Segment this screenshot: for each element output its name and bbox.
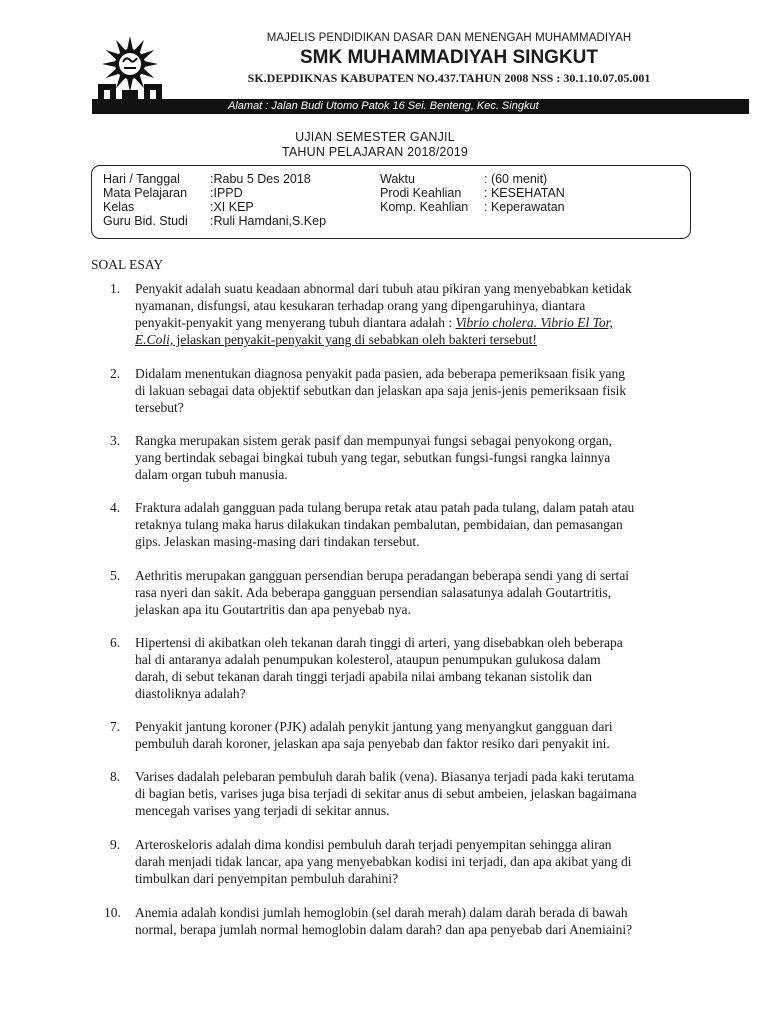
- question-number: 10.: [104, 905, 121, 920]
- question-line: di lakuan sebagai data objektif sebutkan dan jelaskan apa saja jenis-jenis pemeriksaan fisik: [135, 383, 627, 398]
- competency-value: : Keperawatan: [484, 200, 565, 214]
- bacteria-name-ecoli: E.Coli,: [135, 332, 174, 347]
- question-text: [135, 718, 705, 752]
- question-line: Penyakit adalah suatu keadaan abnormal dari tubuh atau pikiran yang menyebabkan ketidak: [135, 281, 632, 296]
- question-text: [135, 499, 705, 550]
- day-label: Hari / Tanggal: [103, 172, 180, 186]
- question-text: [135, 365, 705, 416]
- question-line: Arteroskeloris adalah dima kondisi pembuluh darah terjadi penyempitan sehingga aliran: [135, 837, 612, 852]
- question-line: diastoliknya adalah?: [135, 686, 246, 701]
- question-text: [135, 836, 705, 887]
- competency-label: Komp. Keahlian: [380, 200, 469, 214]
- question-line: tersebut?: [135, 400, 184, 415]
- question-line: Fraktura adalah gangguan pada tulang berupa retak atau patah pada tulang, dalam patah atau: [135, 500, 635, 515]
- question-line: Anemia adalah kondisi jumlah hemoglobin (sel darah merah) dalam darah berada di bawah: [135, 905, 628, 920]
- subject-value: :IPPD: [210, 186, 243, 200]
- exam-title: UJIAN SEMESTER GANJIL: [295, 130, 455, 144]
- school-name: SMK MUHAMMADIYAH SINGKUT: [299, 47, 599, 68]
- question-line: Rangka merupakan sistem gerak pasif dan mempunyai fungsi sebagai penyokong organ,: [135, 433, 613, 448]
- question-text: [135, 567, 705, 618]
- question-text: [135, 432, 705, 483]
- subject-label: Mata Pelajaran: [103, 186, 188, 200]
- question-number: 6.: [110, 635, 121, 650]
- decree-line: SK.DEPDIKNAS KABUPATEN NO.437.TAHUN 2008 NSS : 30.1.10.07.05.001: [247, 71, 651, 85]
- question-line: yang bertindak sebagai bingkai tubuh yang tegar, sebutkan fungsi-fungsi rangka lainnya: [135, 450, 611, 465]
- question-number: 9.: [110, 837, 121, 852]
- question-line: nyamanan, disfungsi, atau kesukaran terhadap orang yang dipengaruhinya, diantara: [135, 298, 586, 313]
- class-value: :XI KEP: [210, 200, 254, 214]
- question-line: gips. Jelaskan masing-masing dari tindakan tersebut.: [135, 534, 420, 549]
- question-line: timbulkan dari penyempitan pembuluh darahini?: [135, 871, 399, 886]
- question-line: [135, 314, 705, 331]
- question-line: mencegah varises yang terjadi di sekitar annus.: [135, 803, 390, 818]
- question-text: [135, 280, 705, 348]
- day-value: :Rabu 5 Des 2018: [210, 172, 311, 186]
- organization-line: MAJELIS PENDIDIKAN DASAR DAN MENENGAH MUHAMMADIYAH: [266, 32, 632, 44]
- bacteria-names: Vibrio cholera. Vibrio El Tor,: [455, 315, 613, 330]
- question-line: jelaskan apa itu Goutartritis dan apa penyebab nya.: [135, 602, 411, 617]
- question-number: 4.: [110, 500, 121, 515]
- question-line: Penyakit jantung koroner (PJK) adalah penykit jantung yang menyangkut gangguan dari: [135, 719, 613, 734]
- question-text: [135, 768, 705, 819]
- question-number: 2.: [110, 366, 121, 381]
- question-number: 1.: [110, 281, 121, 296]
- teacher-label: Guru Bid. Studi: [103, 214, 188, 228]
- question-line: rasa nyeri dan sakit. Ada beberapa gangguan persendian salasatunya adalah Goutartritis,: [135, 585, 612, 600]
- question-number: 5.: [110, 568, 121, 583]
- question-line-part: jelaskan penyakit-penyakit yang di sebabkan oleh bakteri tersebut!: [173, 332, 537, 347]
- question-text: [135, 634, 705, 702]
- class-label: Kelas: [103, 200, 135, 214]
- question-line: Aethritis merupakan gangguan persendian berupa peradangan beberapa sendi yang di sertai: [135, 568, 630, 583]
- section-title: SOAL ESAY: [91, 257, 164, 272]
- teacher-value: :Ruli Hamdani,S.Kep: [210, 214, 327, 228]
- question-line: Varises dadalah pelebaran pembuluh darah balik (vena). Biasanya terjadi pada kaki terutama: [135, 769, 635, 784]
- program-value: : KESEHATAN: [484, 186, 565, 200]
- question-line: pembuluh darah koroner, jelaskan apa saja penyebab dan faktor resiko dari penyakit ini.: [135, 736, 610, 751]
- question-line: di bagian betis, varises juga bisa terjadi di sekitar anus di sebut ambeien, jelaskan bagaimana: [135, 786, 637, 801]
- exam-year: TAHUN PELAJARAN 2018/2019: [281, 145, 469, 159]
- question-line: retaknya tulang maka harus dilakukan tindakan pembalutan, pembidaian, dan pemasangan: [135, 517, 623, 532]
- question-text: [135, 904, 705, 938]
- question-number: 3.: [110, 433, 121, 448]
- address-text: Alamat : Jalan Budi Utomo Patok 16 Sei. Benteng, Kec. Singkut: [228, 100, 539, 112]
- time-label: Waktu: [380, 172, 415, 186]
- question-line: normal, berapa jumlah normal hemoglobin dalam darah? dan apa penyebab dari Anemiaini?: [135, 922, 633, 937]
- program-label: Prodi Keahlian: [380, 186, 462, 200]
- question-line: Didalam menentukan diagnosa penyakit pada pasien, ada beberapa pemeriksaan fisik yang: [135, 366, 625, 381]
- question-number: 8.: [110, 769, 121, 784]
- question-line: hal di antaranya adalah penumpukan kolesterol, ataupun penumpukan gulukosa dalam: [135, 652, 601, 667]
- question-line: darah menjadi tidak lancar, apa yang menyebabkan kodisi ini terjadi, dan apa akibat yang di: [135, 854, 632, 869]
- question-number: 7.: [110, 719, 121, 734]
- question-line: darah, di sebut tekanan darah tinggi terjadi apabila nilai ambang tekanan sistolik dan: [135, 669, 592, 684]
- question-line: Hipertensi di akibatkan oleh tekanan darah tinggi di arteri, yang disebabkan oleh beberapa: [135, 635, 623, 650]
- question-line: [135, 331, 705, 348]
- question-line: dalam organ tubuh manusia.: [135, 467, 288, 482]
- time-value: : (60 menit): [484, 172, 548, 186]
- question-line-part: penyakit-penyakit yang menyerang tubuh diantara adalah :: [135, 315, 456, 330]
